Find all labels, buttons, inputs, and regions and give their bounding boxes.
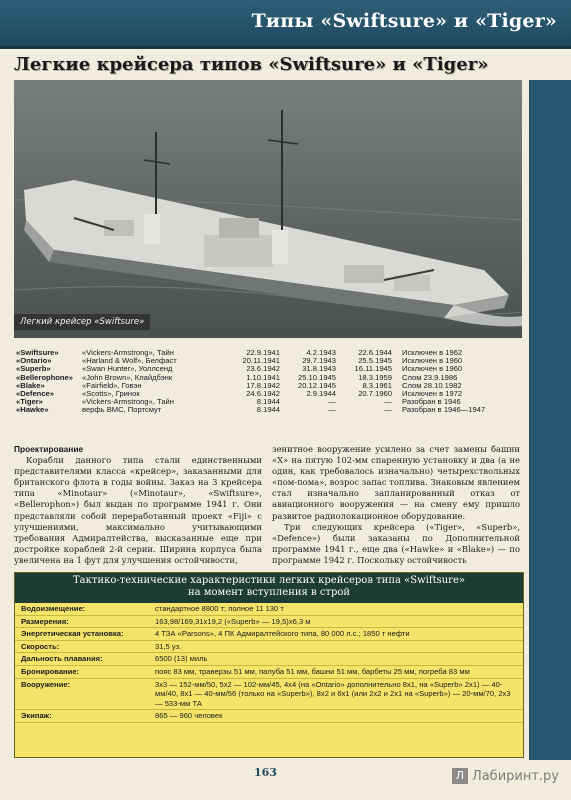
watermark-text: Лабиринт.ру [471,768,559,784]
ship-laid: 8.1944 [256,397,280,407]
ship-completed: 22.6.1944 [358,348,392,357]
ship-fate: Исключен в 1972 [402,389,463,399]
watermark [452,768,559,784]
spec-value: стандартное 8800 т; полное 11 130 т [149,603,523,615]
spec-value: 865 — 960 человек [149,710,523,723]
spec-value: 3х3 — 152-мм/50, 5х2 — 102-мм/45, 4х4 (на «Ontario» дополнительно 8х1, на «Superb» 2х1) — 40-мм/40, 8х1 — 40-мм/56 (только на «Superb»), 8х2 и 6х1 (или 2х2 и 2х1 на «Superb») — 20-мм/70, 2х3 — 533-мм ТА [149,678,523,710]
chapter-title: Типы «Swiftsure» и «Tiger» [251,10,557,32]
ship-completed: 20.7.1960 [358,389,392,399]
ship-name: «Hawke» [16,405,49,415]
ship-fate: Разобран в 1946—1947 [402,405,486,415]
ship-name: «Bellerophone» [16,372,73,382]
spec-row [15,640,523,653]
ship-laid: 17.8.1942 [246,380,280,390]
ship-name: «Ontario» [16,356,52,366]
spec-key: Энергетическая установка: [15,628,149,641]
spec-value: пояс 83 мм, траверзы 51 мм, палуба 51 мм, башни 51 мм, барбеты 25 мм, погреба 83 мм [149,665,523,678]
spec-row [15,710,523,723]
ships-table [14,349,522,415]
spec-key: Экипаж: [15,710,149,723]
spec-key: Водоизмещение: [15,603,149,615]
ship-name: «Tiger» [16,397,43,407]
specs-table [15,603,523,723]
page-number: 163 [254,766,277,779]
ship-completed: — [384,405,392,415]
text-column-left [14,444,262,566]
ship-fate: Исключен в 1962 [402,348,463,357]
ship-builder: «Fairfield», Говэн [82,380,142,390]
spec-key: Бронирование: [15,665,149,678]
ship-completed: — [384,397,392,407]
ship-laid: 23.6.1942 [246,364,280,374]
spec-row [15,678,523,710]
ship-laid: 24.6.1942 [246,389,280,399]
photo-caption: Легкий крейсер «Swiftsure» [14,314,150,330]
ship-builder: «Vickers-Armstrong», Тайн [82,348,174,357]
text-paragraph: Три следующих крейсера («Tiger», «Superb», «Defence») были заказаны по Дополнительной программе 1941 г., еще два («Hawke» и «Blake») — по программе 1942 г. Поскольку остойчивость [272,521,520,565]
ship-laid: 1.10.1941 [246,372,280,382]
ship-builder: верфь ВМС, Портсмут [82,405,162,415]
ship-launched: 2.9.1944 [306,389,336,399]
ship-fate: Слом 28.10.1982 [402,380,462,390]
spec-value: 6500 (13) миль [149,653,523,666]
ship-name: «Defence» [16,389,54,399]
ship-name: «Superb» [16,364,51,374]
ship-laid: 8.1944 [256,405,280,415]
side-color-tab [529,80,571,760]
spec-row [15,603,523,615]
ship-laid: 20.11.1941 [242,356,280,366]
section-title: Легкие крейсера типов «Swiftsure» и «Tiger» [14,54,489,75]
ship-builder: «Harland & Wolf», Белфаст [82,356,177,366]
spec-value: 31,5 уз. [149,640,523,653]
spec-row [15,653,523,666]
specs-box [14,572,524,758]
ship-launched: 4.2.1943 [306,348,336,357]
ship-builder: «Scotts», Гринок [82,389,140,399]
ship-photo [14,80,522,338]
ship-laid: 22.9.1941 [246,348,280,357]
ship-row [14,406,522,414]
ship-builder: «Swan Hunter», Уоллсенд [82,364,173,374]
spec-value: 4 ТЗА «Parsons», 4 ПК Адмиралтейского типа, 80 000 л.с.; 1850 т нефти [149,628,523,641]
ship-launched: 25.10.1945 [297,372,336,382]
spec-key: Вооружение: [15,678,149,710]
text-column-right [272,444,520,566]
text-heading: Проектирование [14,444,84,454]
ship-launched: 31.8.1943 [302,364,336,374]
ship-fate: Исключен в 1960 [402,364,463,374]
ship-launched: 29.7.1943 [302,356,336,366]
spec-row [15,628,523,641]
cruiser-illustration [14,80,522,338]
text-paragraph: зенитное вооружение усилено за счет замены башни «X» на пятую 102-мм спаренную установку и два (а не один, как требовалось изначально) четырехствольных «пом-пома», возрос запас топлива. Знаковым явлением стал изначально запланированный отказ от авиационного вооружения — на смену ему пришло развитое радиолокационное оборудование. [272,444,520,521]
ship-fate: Разобран в 1946 [402,397,461,407]
watermark-logo-icon: Л [452,768,468,784]
specs-title-line1: Тактико-технические характеристики легких крейсеров типа «Swiftsure» [73,575,465,586]
chapter-header [0,0,571,49]
spec-row [15,615,523,628]
ship-completed: 16.11.1945 [354,364,392,374]
ship-name: «Blake» [16,380,45,390]
ship-launched: — [328,405,336,415]
ship-launched: 20.12.1945 [297,380,336,390]
spec-row [15,665,523,678]
spec-key: Скорость: [15,640,149,653]
specs-title-line2: на момент вступления в строй [187,587,351,598]
ship-launched: — [328,397,336,407]
ship-builder: «John Brown», Клайдбэнк [82,372,173,382]
ship-fate: Слом 23.9.1986 [402,372,458,382]
spec-key: Дальность плавания: [15,653,149,666]
ship-name: «Swiftsure» [16,348,59,357]
spec-value: 163,98/169,31х19,2 («Superb» — 19,5)х6,3 м [149,615,523,628]
ship-completed: 8.3.1961 [362,380,392,390]
ship-completed: 18.3.1959 [358,372,392,382]
ship-completed: 25.5.1945 [358,356,392,366]
text-paragraph: Корабли данного типа стали единственными представителями класса «крейсер», заказанными для британского флота в годы войны. Заказ на 3 крейсера типа «Minotaur» («Minotaur», «Swiftsure», «Bellerophon») был выдан по программе 1941 г. Они представляли собой переработанный проект «Fiji» с улучшениями, максимально учитывающими требования Адмиралтейства, высказанные еще при достройке кораблей 2-й серии. Ширина корпуса была увеличена на 1 фут для улучшения остойчивости, [14,455,262,565]
specs-title [15,573,523,603]
ship-builder: «Vickers-Armstrong», Тайн [82,397,174,407]
spec-key: Размерения: [15,615,149,628]
ship-fate: Исключен в 1960 [402,356,463,366]
